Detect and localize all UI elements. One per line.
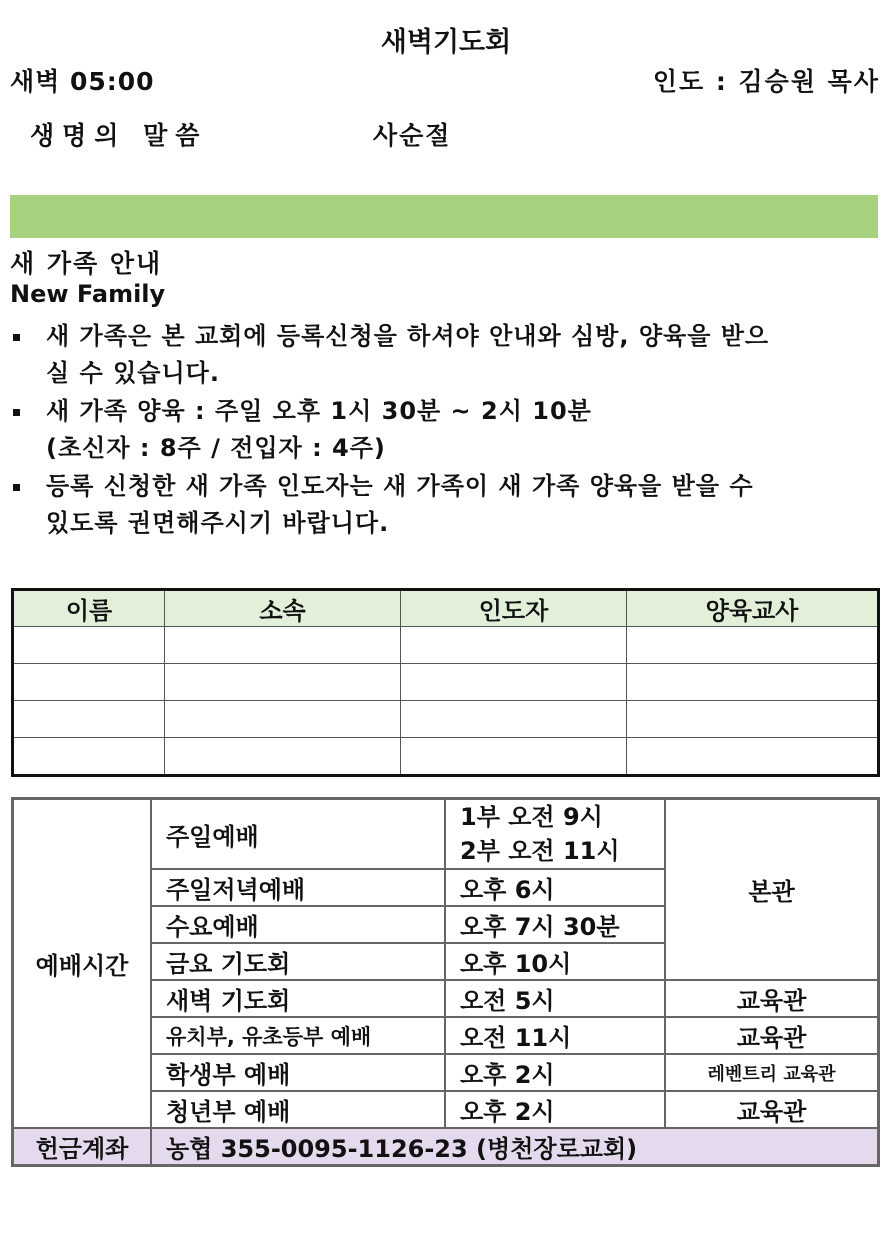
service-time-line: 2부 오전 11시 — [460, 837, 620, 865]
col-header-name: 이름 — [13, 590, 165, 627]
offering-label: 헌금계좌 — [13, 1128, 152, 1166]
col-header-guide: 인도자 — [401, 590, 627, 627]
table-row — [13, 701, 879, 738]
bullet-line: 있도록 권면해주시기 바랍니다. — [46, 509, 390, 537]
new-family-bullets — [10, 318, 882, 543]
col-header-teacher: 양육교사 — [627, 590, 879, 627]
service-time-cell: 오후 2시 — [445, 1054, 665, 1091]
word-label: 생명의 말씀 — [30, 121, 208, 150]
table-row — [13, 664, 879, 701]
page-title: 새벽기도회 — [380, 27, 512, 58]
service-name: 주일저녁예배 — [151, 869, 445, 906]
section-divider-bar — [10, 195, 878, 238]
service-time-cell: 오후 2시 — [445, 1091, 665, 1128]
service-time-line: 1부 오전 9시 — [460, 803, 603, 831]
service-leader: 인도 : 김승원 목사 — [652, 67, 880, 96]
worship-schedule-table — [11, 797, 880, 1167]
new-family-title: 새 가족 안내 — [10, 249, 163, 278]
bullet-line: 등록 신청한 새 가족 인도자는 새 가족이 새 가족 양육을 받을 수 — [46, 472, 754, 500]
location-cell: 교육관 — [665, 980, 879, 1017]
table-row — [13, 738, 879, 776]
location-cell: 교육관 — [665, 1017, 879, 1054]
bullet-line: 실 수 있습니다. — [46, 359, 220, 387]
bullet-line: 새 가족 양육 : 주일 오후 1시 30분 ~ 2시 10분 — [46, 397, 592, 425]
location-cell: 교육관 — [665, 1091, 879, 1128]
offering-row — [13, 1128, 879, 1166]
offering-account: 농협 355-0095-1126-23 (병천장로교회) — [151, 1128, 879, 1166]
table-row — [13, 799, 879, 870]
col-header-affiliation: 소속 — [165, 590, 401, 627]
service-name: 청년부 예배 — [151, 1091, 445, 1128]
schedule-label: 예배시간 — [13, 799, 152, 1129]
word-name: 사순절 — [373, 121, 452, 150]
service-name: 금요 기도회 — [151, 943, 445, 980]
bullet-line: 새 가족은 본 교회에 등록신청을 하셔야 안내와 심방, 양육을 받으 — [46, 322, 770, 350]
location-main: 본관 — [665, 799, 879, 981]
service-name: 유치부, 유초등부 예배 — [151, 1017, 445, 1054]
service-time-cell: 오전 5시 — [445, 980, 665, 1017]
location-cell: 레벤트리 교육관 — [665, 1054, 879, 1091]
service-time-cell: 오후 7시 30분 — [445, 906, 665, 943]
new-family-subtitle: New Family — [10, 280, 166, 308]
new-family-table — [11, 588, 880, 777]
service-time-cell — [445, 799, 665, 870]
service-time: 새벽 05:00 — [10, 67, 155, 96]
service-name: 주일예배 — [151, 799, 445, 870]
service-name: 수요예배 — [151, 906, 445, 943]
service-name: 학생부 예배 — [151, 1054, 445, 1091]
bullet-item — [10, 318, 882, 392]
service-name: 새벽 기도회 — [151, 980, 445, 1017]
service-time-cell: 오후 6시 — [445, 869, 665, 906]
service-time-cell: 오전 11시 — [445, 1017, 665, 1054]
table-row — [13, 627, 879, 664]
bullet-line: (초신자 : 8주 / 전입자 : 4주) — [46, 434, 386, 462]
service-time-cell: 오후 10시 — [445, 943, 665, 980]
bullet-item — [10, 468, 882, 542]
bullet-item — [10, 393, 882, 467]
